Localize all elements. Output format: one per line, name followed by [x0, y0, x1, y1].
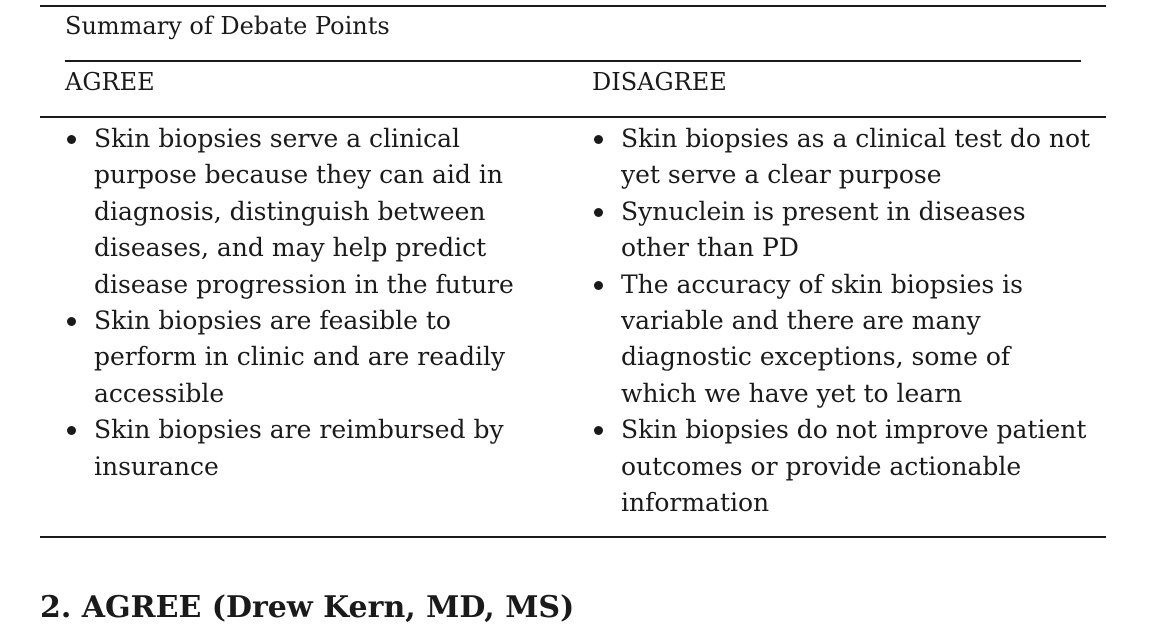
header-rule	[40, 116, 1106, 118]
bullet-icon	[594, 281, 603, 290]
disagree-point-text: Skin biopsies as a clinical test do not yet serve a clear purpose	[621, 124, 1091, 190]
agree-points-list	[65, 121, 555, 485]
bullet-icon	[67, 135, 76, 144]
bullet-icon	[67, 426, 76, 435]
table-bottom-rule	[40, 536, 1106, 538]
section-heading: 2. AGREE (Drew Kern, MD, MS)	[40, 590, 575, 625]
disagree-point-text: Skin biopsies do not improve patient outcomes or provide actionable information	[621, 415, 1087, 518]
bullet-icon	[594, 135, 603, 144]
agree-point	[65, 412, 555, 485]
disagree-point	[592, 267, 1092, 413]
disagree-points-list	[592, 121, 1092, 521]
agree-point-text: Skin biopsies are reimbursed by insurance	[94, 415, 504, 481]
agree-point	[65, 121, 555, 303]
caption-rule	[65, 60, 1081, 62]
disagree-point-text: Synuclein is present in diseases other than PD	[621, 196, 1026, 263]
agree-point-text: Skin biopsies serve a clinical purpose because they can aid in diagnosis, distinguish between diseases, and may help predict disease progression in the future	[94, 124, 514, 299]
disagree-column-header: DISAGREE	[592, 68, 727, 96]
table-caption: Summary of Debate Points	[65, 12, 390, 40]
agree-point-text: Skin biopsies are feasible to perform in clinic and are readily accessible	[94, 306, 506, 408]
disagree-point	[592, 194, 1092, 267]
agree-point	[65, 303, 555, 412]
bullet-icon	[67, 317, 76, 326]
table-top-rule	[40, 5, 1106, 7]
bullet-icon	[594, 208, 603, 217]
agree-column-header: AGREE	[65, 68, 155, 96]
bullet-icon	[594, 426, 603, 435]
disagree-point	[592, 412, 1092, 521]
disagree-point	[592, 121, 1092, 194]
disagree-point-text: The accuracy of skin biopsies is variable and there are many diagnostic exceptions, some of which we have yet to learn	[621, 269, 1024, 408]
